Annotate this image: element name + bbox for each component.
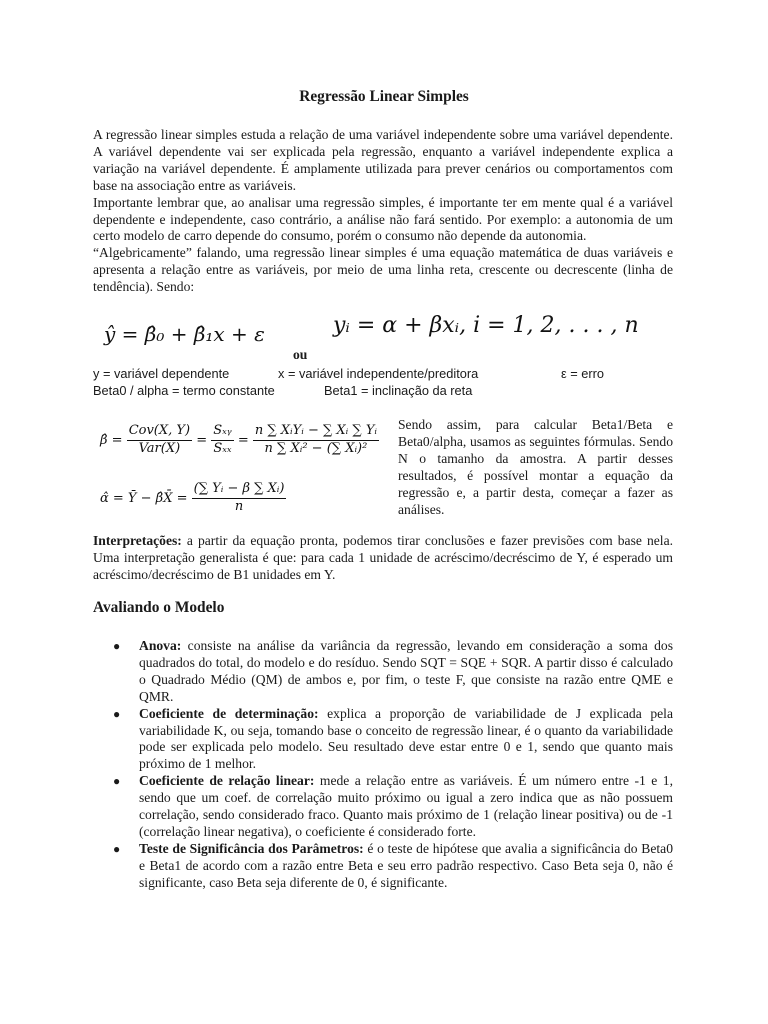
formula-explanation-text: Sendo assim, para calcular Beta1/Beta e Beta0/alpha, usamos as seguintes fórmulas. Sendo N o tamanho da amostra. A partir desses resultados, é possível montar a equação da regressão e, a partir desta, começar a fazer as análises.: [398, 417, 673, 517]
beta-fraction-1-denominator: Var(X): [138, 440, 181, 456]
list-item-label: Coeficiente de relação linear:: [139, 773, 315, 789]
interpretation-text: a partir da equação pronta, podemos tirar conclusões e fazer previsões com base nela. Uma interpretação generalista é que: para cada 1 unidade de acréscimo/decréscimo de Y, é esperado um acréscimo/decréscimo de B1 unidades em Y.: [93, 533, 673, 582]
beta-formula: [100, 423, 379, 458]
alpha-formula: [100, 481, 286, 516]
legend-beta1: Beta1 = inclinação da reta: [324, 383, 473, 398]
equals-sign: =: [237, 432, 249, 448]
list-item-significance: [93, 841, 673, 892]
beta-formula-lhs: β̂ =: [100, 432, 123, 448]
list-item-anova: [93, 638, 673, 706]
list-item-text: é o teste de hipótese que avalia a significância do Beta0 e Beta1 de acordo com a razão entre Beta e seu erro padrão respectivo. Caso Beta seja 0, não é significante, caso Beta seja diferente de 0, é significante.: [139, 840, 673, 890]
list-item-label: Teste de Significância dos Parâmetros:: [139, 840, 364, 856]
list-item-text: consiste na análise da variância da regressão, levando em consideração a soma dos quadrados do total, do modelo e do resíduo. Sendo SQT = SQE + SQR. A partir disso é calculado o Quadrado Médio (QM) de ambos e, por fim, o teste F, que consiste na razão entre QME e QMR.: [139, 638, 673, 704]
beta-fraction-sums: [253, 423, 379, 458]
equals-sign: =: [196, 432, 208, 448]
beta-fraction-sxy-sxx: [211, 423, 233, 458]
equation-separator: ou: [293, 347, 308, 362]
legend-error: ε = erro: [561, 366, 605, 381]
legend-x: x = variável independente/preditora: [278, 366, 479, 381]
list-item-label: Coeficiente de determinação:: [139, 705, 319, 721]
bullet-icon: ●: [113, 639, 121, 653]
alpha-formula-lhs: α̂ = Ȳ − β̂X̄ =: [100, 490, 188, 506]
legend-y: y = variável dependente: [93, 366, 230, 381]
beta-fraction-2-denominator: Sₓₓ: [213, 440, 232, 456]
beta-fraction-3-denominator: n ∑ Xᵢ² − (∑ Xᵢ)²: [264, 440, 368, 456]
bullet-icon: ●: [113, 841, 121, 856]
list-item-text: explica a proporção de variabilidade de J explicada pela variabilidade K, ou seja, tomando base o conceito de regressão linear, é o quanto da variabilidade pode ser explicada pelo modelo. Seu resultado deve estar entre 0 e 1, sendo que quanto mais próximo de 1 melhor.: [139, 705, 673, 772]
page-title: Regressão Linear Simples: [299, 88, 469, 105]
list-item-label: Anova:: [139, 638, 182, 653]
list-item-text: mede a relação entre as variáveis. É um número entre -1 e 1, sendo que um coef. de correlação muito próximo ou igual a zero indica que as não possuem correlação, sendo considerado fraco. Quanto mais próximo de 1 (relação linear positiva) ou de -1 (correlação linear negativa), o coeficiente é considerado forte.: [139, 773, 673, 839]
regression-equation-indexed: yᵢ = α + βxᵢ, i = 1, 2, . . . , n: [333, 313, 639, 338]
alpha-fraction-denominator: n: [234, 498, 244, 514]
regression-equation-hat: ŷ = β̂₀ + β̂₁x + ε: [104, 322, 265, 346]
bullet-icon: ●: [113, 706, 121, 721]
beta-fraction-3-numerator: n ∑ XᵢYᵢ − ∑ Xᵢ ∑ Yᵢ: [253, 423, 379, 441]
intro-paragraph-3: “Algebricamente” falando, uma regressão linear simples é uma equação matemática de duas variáveis e apresenta a relação entre as variáveis, por meio de uma linha reta, crescente ou decrescente (linha de tendência). Sendo:: [93, 245, 673, 295]
beta-fraction-cov-var: [127, 423, 192, 458]
legend-beta0: Beta0 / alpha = termo constante: [93, 383, 275, 398]
formula-explanation: [398, 417, 673, 518]
list-item-determination: [93, 706, 673, 774]
alpha-fraction-numerator: (∑ Yᵢ − β ∑ Xᵢ): [192, 481, 287, 499]
section-heading: Avaliando o Modelo: [93, 599, 225, 616]
beta-fraction-2-numerator: Sₓᵧ: [211, 423, 233, 441]
interpretation-label: Interpretações:: [93, 533, 182, 548]
intro-paragraph-1: A regressão linear simples estuda a relação de uma variável independente sobre uma variável dependente. A variável dependente vai ser explicada pela regressão, enquanto a variável independente explica a variação na variável dependente. É amplamente utilizada para prever cenários ou comportamentos com base na associação entre as variáveis.: [93, 127, 673, 193]
intro-text: [93, 127, 673, 296]
interpretation-paragraph: [93, 533, 673, 584]
list-item-correlation: [93, 773, 673, 841]
bullet-icon: ●: [113, 774, 121, 789]
alpha-fraction: [192, 481, 287, 516]
evaluation-list: [93, 638, 673, 892]
intro-paragraph-2: Importante lembrar que, ao analisar uma regressão simples, é importante ter em mente qual é a variável dependente e independente, caso contrário, a análise não fará sentido. Por exemplo: a autonomia de um certo modelo de carro depende do consumo, porém o consumo não depende da autonomia.: [93, 194, 673, 244]
beta-fraction-1-numerator: Cov(X, Y): [127, 423, 192, 441]
